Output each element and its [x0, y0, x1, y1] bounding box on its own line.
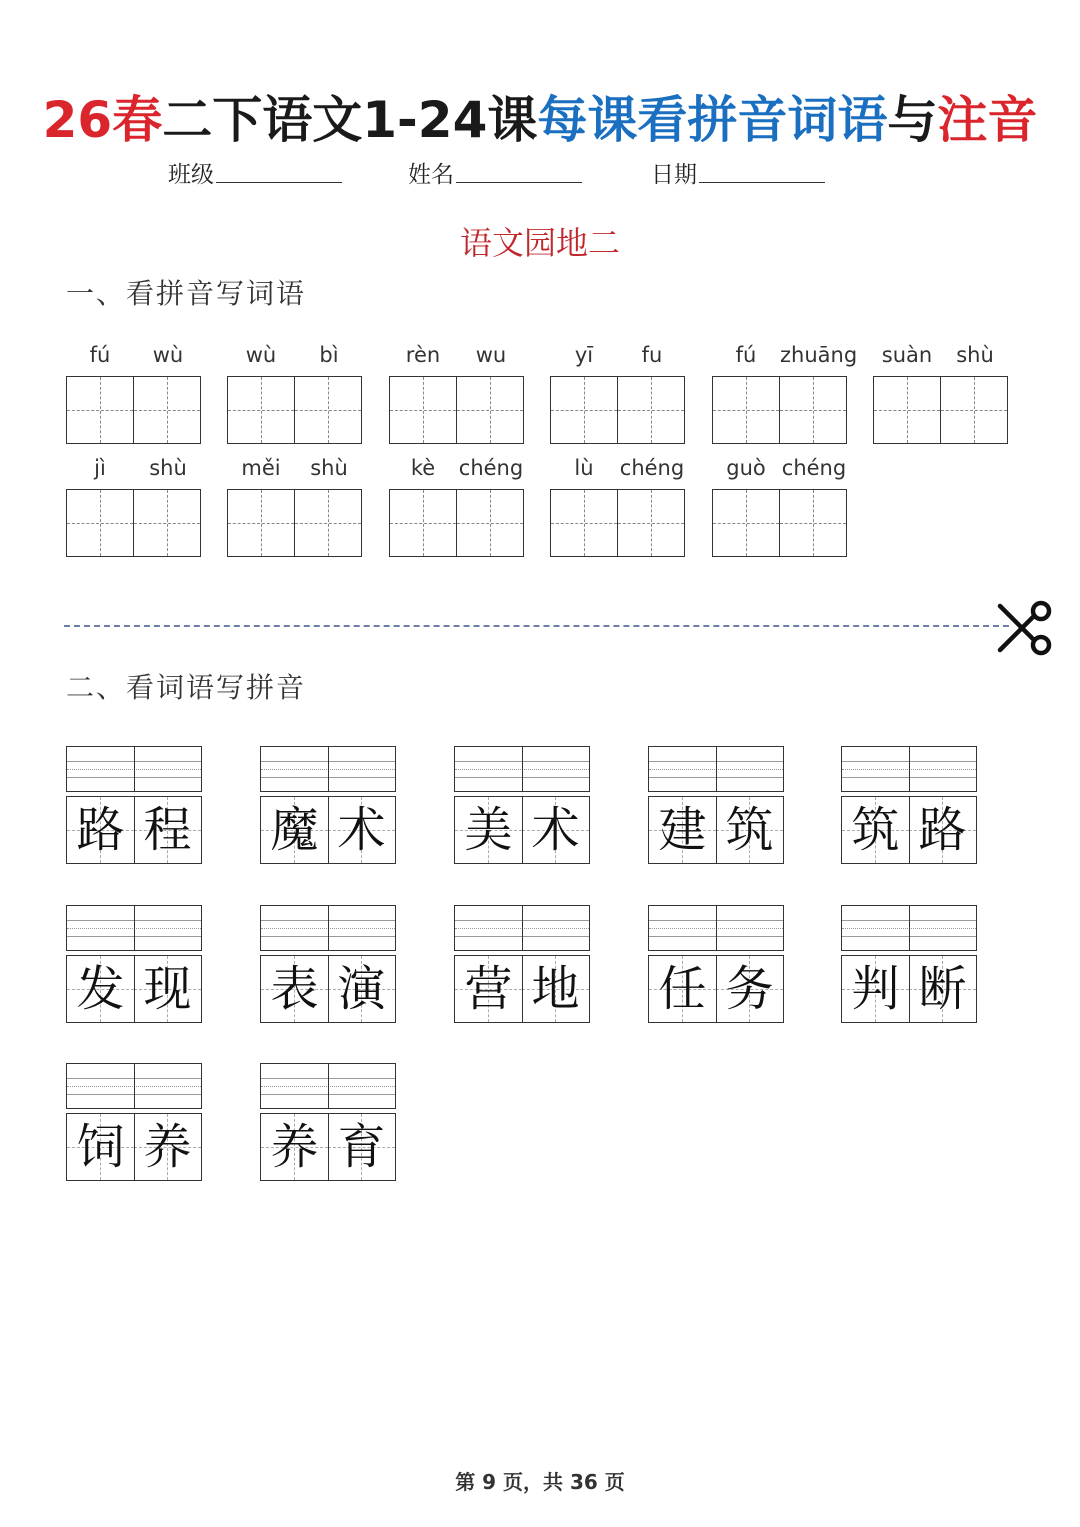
pinyin-syllable: fú: [89, 343, 111, 367]
writing-box-pair: [873, 376, 1009, 444]
hanzi-box-pair: [66, 1113, 202, 1181]
section2-heading: 二、看词语写拼音: [66, 671, 307, 704]
writing-box-pair: [66, 489, 202, 557]
writing-box-pair: [389, 489, 525, 557]
hanzi-character: 演: [337, 961, 386, 1017]
pinyin-syllable: shù: [149, 456, 187, 480]
hanzi-character: 路: [76, 802, 125, 858]
hanzi-character: 筑: [725, 802, 774, 858]
pinyin-syllable: chéng: [458, 456, 524, 480]
hanzi-cell: [522, 797, 589, 863]
writing-box-pair: [712, 489, 848, 557]
hanzi-character: 美: [464, 802, 513, 858]
hanzi-character: 表: [270, 961, 319, 1017]
hanzi-cell: [134, 956, 201, 1022]
writing-box-pair: [389, 376, 525, 444]
date-field[interactable]: [651, 156, 825, 189]
pinyin-syllable: shù: [956, 343, 994, 367]
hanzi-word-item: [66, 746, 202, 864]
cut-dashed-line: [64, 625, 1009, 627]
pinyin-word-item: [712, 456, 848, 571]
hanzi-cell: [842, 797, 909, 863]
hanzi-character: 魔: [270, 802, 319, 858]
pinyin-row: [550, 456, 686, 486]
pinyin-syllable: chéng: [619, 456, 685, 480]
name-field[interactable]: [408, 156, 582, 189]
pinyin-syllable: wù: [245, 343, 277, 367]
hanzi-word-item: [260, 1063, 396, 1181]
name-label: 姓名: [408, 162, 454, 188]
tianzige-cell[interactable]: [133, 376, 201, 444]
writing-box-pair: [712, 376, 848, 444]
hanzi-box-pair: [260, 1113, 396, 1181]
hanzi-cell: [716, 956, 783, 1022]
tianzige-cell[interactable]: [873, 376, 941, 444]
worksheet-title: [0, 80, 1080, 152]
hanzi-word-item: [66, 905, 202, 1023]
hanzi-character: 术: [531, 802, 580, 858]
hanzi-character: 路: [918, 802, 967, 858]
pinyin-writing-lines[interactable]: [648, 905, 784, 951]
student-info-row: [0, 156, 1080, 192]
tianzige-cell[interactable]: [389, 489, 457, 557]
tianzige-cell[interactable]: [389, 376, 457, 444]
hanzi-word-item: [260, 746, 396, 864]
pinyin-syllable: jì: [94, 456, 106, 480]
tianzige-cell[interactable]: [456, 489, 524, 557]
tianzige-cell[interactable]: [940, 376, 1008, 444]
hanzi-character: 任: [658, 961, 707, 1017]
pinyin-writing-lines[interactable]: [454, 905, 590, 951]
pinyin-word-item: [389, 456, 525, 571]
hanzi-box-pair: [648, 796, 784, 864]
pinyin-syllable: kè: [410, 456, 436, 480]
hanzi-cell: [909, 797, 976, 863]
pinyin-row: [389, 343, 525, 373]
tianzige-cell[interactable]: [712, 489, 780, 557]
hanzi-cell: [134, 797, 201, 863]
pinyin-syllable: wu: [475, 343, 507, 367]
hanzi-character: 养: [143, 1119, 192, 1175]
pinyin-row: [712, 343, 858, 373]
pinyin-syllable: fú: [735, 343, 757, 367]
tianzige-cell[interactable]: [294, 489, 362, 557]
pinyin-word-item: [389, 343, 525, 458]
writing-box-pair: [227, 489, 363, 557]
hanzi-word-item: [66, 1063, 202, 1181]
pinyin-writing-lines[interactable]: [648, 746, 784, 792]
hanzi-box-pair: [260, 796, 396, 864]
class-field[interactable]: [168, 156, 342, 189]
pinyin-row: [227, 456, 363, 486]
pinyin-word-item: [873, 343, 1009, 458]
hanzi-character: 筑: [851, 802, 900, 858]
pinyin-row: [227, 343, 363, 373]
name-blank[interactable]: [456, 156, 582, 183]
hanzi-character: 程: [143, 802, 192, 858]
hanzi-word-item: [260, 905, 396, 1023]
hanzi-cell: [842, 956, 909, 1022]
pinyin-word-item: [227, 456, 363, 571]
title-part-black: 二下语文1-24课: [162, 91, 538, 149]
pinyin-writing-lines[interactable]: [66, 746, 202, 792]
hanzi-box-pair: [841, 796, 977, 864]
tianzige-cell[interactable]: [294, 376, 362, 444]
hanzi-box-pair: [841, 955, 977, 1023]
pinyin-syllable: fu: [641, 343, 663, 367]
section1-heading: 一、看拼音写词语: [66, 277, 307, 310]
pinyin-word-item: [550, 343, 686, 458]
hanzi-cell: [261, 956, 328, 1022]
date-blank[interactable]: [699, 156, 825, 183]
hanzi-word-item: [841, 746, 977, 864]
hanzi-cell: [134, 1114, 201, 1180]
hanzi-character: 地: [531, 961, 580, 1017]
hanzi-cell: [328, 797, 395, 863]
pinyin-word-item: [66, 456, 202, 571]
pinyin-writing-lines[interactable]: [66, 1063, 202, 1109]
tianzige-cell[interactable]: [550, 489, 618, 557]
pinyin-row: [550, 343, 686, 373]
hanzi-character: 判: [851, 961, 900, 1017]
pinyin-writing-lines[interactable]: [260, 746, 396, 792]
pinyin-syllable: shù: [310, 456, 348, 480]
hanzi-cell: [67, 797, 134, 863]
pinyin-syllable: guò: [726, 456, 766, 480]
hanzi-cell: [649, 956, 716, 1022]
pinyin-word-item: [550, 456, 686, 571]
hanzi-cell: [649, 797, 716, 863]
tianzige-cell[interactable]: [617, 489, 685, 557]
pinyin-writing-lines[interactable]: [841, 746, 977, 792]
hanzi-character: 建: [658, 802, 707, 858]
hanzi-word-item: [648, 746, 784, 864]
writing-box-pair: [227, 376, 363, 444]
hanzi-cell: [67, 956, 134, 1022]
pinyin-syllable: bì: [319, 343, 339, 367]
hanzi-character: 营: [464, 961, 513, 1017]
hanzi-character: 育: [337, 1119, 386, 1175]
pinyin-row: [873, 343, 1009, 373]
lesson-title: 语文园地二: [459, 224, 620, 262]
hanzi-character: 发: [76, 961, 125, 1017]
hanzi-cell: [522, 956, 589, 1022]
hanzi-character: 养: [270, 1119, 319, 1175]
pinyin-word-item: [227, 343, 363, 458]
title-part-red2: 注音: [937, 91, 1038, 149]
tianzige-cell[interactable]: [227, 376, 295, 444]
tianzige-cell[interactable]: [712, 376, 780, 444]
hanzi-character: 现: [143, 961, 192, 1017]
title-part-blue: 每课看拼音词语: [537, 91, 888, 149]
tianzige-cell[interactable]: [456, 376, 524, 444]
hanzi-cell: [716, 797, 783, 863]
hanzi-cell: [455, 797, 522, 863]
hanzi-cell: [67, 1114, 134, 1180]
pinyin-writing-lines[interactable]: [260, 1063, 396, 1109]
scissors-icon: [994, 598, 1054, 658]
tianzige-cell[interactable]: [617, 376, 685, 444]
pinyin-word-item: [712, 343, 858, 458]
hanzi-character: 饲: [76, 1119, 125, 1175]
pinyin-syllable: wù: [152, 343, 184, 367]
class-label: 班级: [168, 162, 214, 188]
hanzi-cell: [328, 1114, 395, 1180]
pinyin-syllable: měi: [241, 456, 281, 480]
hanzi-cell: [261, 797, 328, 863]
pinyin-row: [66, 343, 202, 373]
page-footer: 第 9 页，共 36 页: [455, 1470, 625, 1494]
writing-box-pair: [550, 489, 686, 557]
class-blank[interactable]: [216, 156, 342, 183]
hanzi-box-pair: [260, 955, 396, 1023]
pinyin-writing-lines[interactable]: [841, 905, 977, 951]
tianzige-cell[interactable]: [133, 489, 201, 557]
hanzi-box-pair: [66, 955, 202, 1023]
hanzi-character: 术: [337, 802, 386, 858]
pinyin-syllable: zhuāng: [780, 343, 858, 367]
tianzige-cell[interactable]: [66, 489, 134, 557]
hanzi-box-pair: [648, 955, 784, 1023]
pinyin-word-item: [66, 343, 202, 458]
hanzi-word-item: [454, 746, 590, 864]
writing-box-pair: [550, 376, 686, 444]
title-part-black2: 与: [887, 91, 938, 149]
pinyin-syllable: suàn: [881, 343, 933, 367]
hanzi-character: 断: [918, 961, 967, 1017]
hanzi-box-pair: [66, 796, 202, 864]
tianzige-cell[interactable]: [66, 376, 134, 444]
hanzi-word-item: [841, 905, 977, 1023]
tianzige-cell[interactable]: [779, 489, 847, 557]
hanzi-character: 务: [725, 961, 774, 1017]
pinyin-writing-lines[interactable]: [454, 746, 590, 792]
pinyin-row: [66, 456, 202, 486]
hanzi-box-pair: [454, 955, 590, 1023]
hanzi-cell: [909, 956, 976, 1022]
writing-box-pair: [66, 376, 202, 444]
pinyin-writing-lines[interactable]: [66, 905, 202, 951]
pinyin-row: [712, 456, 848, 486]
hanzi-cell: [328, 956, 395, 1022]
hanzi-word-item: [454, 905, 590, 1023]
pinyin-syllable: lù: [574, 456, 594, 480]
hanzi-word-item: [648, 905, 784, 1023]
date-label: 日期: [651, 162, 697, 188]
pinyin-row: [389, 456, 525, 486]
title-part-red: 26春: [42, 91, 163, 149]
tianzige-cell[interactable]: [227, 489, 295, 557]
pinyin-syllable: rèn: [405, 343, 441, 367]
pinyin-writing-lines[interactable]: [260, 905, 396, 951]
pinyin-syllable: chéng: [781, 456, 847, 480]
hanzi-box-pair: [454, 796, 590, 864]
tianzige-cell[interactable]: [550, 376, 618, 444]
hanzi-cell: [261, 1114, 328, 1180]
hanzi-cell: [455, 956, 522, 1022]
pinyin-syllable: yī: [574, 343, 594, 367]
tianzige-cell[interactable]: [779, 376, 847, 444]
